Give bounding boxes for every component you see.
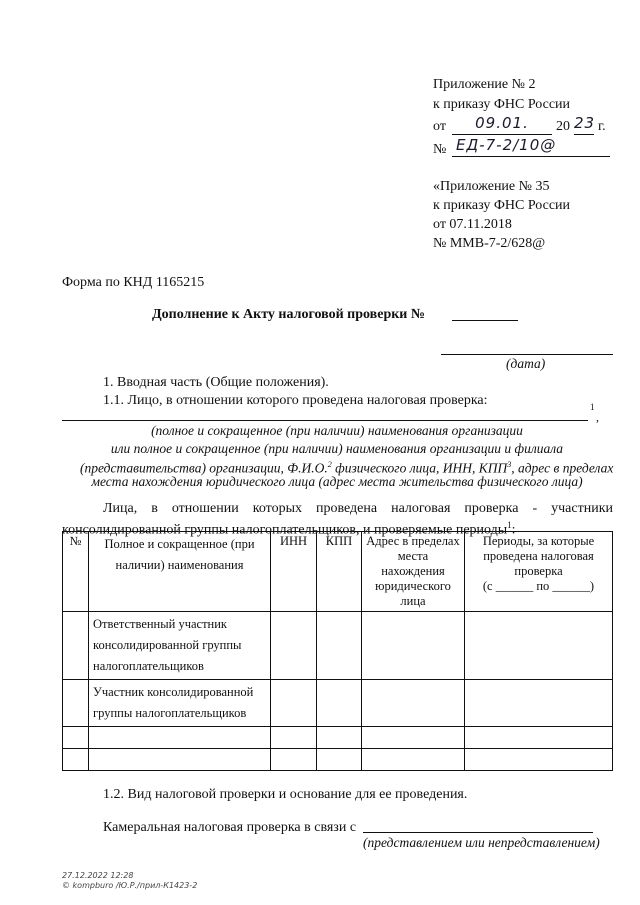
table-cell-name [89,727,271,749]
footer-path: © kompburo /Ю.Р./прил-К1423-2 [62,881,198,890]
table-cell-address [362,749,465,771]
appendix-year-handwritten: 23 [574,114,596,132]
caption3-sup3: 3 [507,460,512,469]
form-code: Форма по КНД 1165215 [62,275,205,290]
table-cell-num [63,612,89,680]
caption3-part-c: , адрес в пределах [511,460,614,476]
participants-footnote: 1 [507,520,512,530]
orig-appendix-line4: № ММВ-7-2/628@ [433,236,546,251]
section12-caption: (представлением или непредставлением) [363,835,600,850]
appendix-number-prefix: № [433,142,447,157]
table-row [63,680,613,727]
participants-table [62,531,613,771]
table-row [63,612,613,680]
date-caption: (дата) [506,356,546,371]
appendix-number-handwritten: ЕД-7-2/10@ [456,136,557,154]
section1-heading: 1. Вводная часть (Общие положения). [103,375,329,390]
orig-appendix-line3: от 07.11.2018 [433,217,512,232]
date-field [441,338,613,355]
table-cell-periods [465,612,613,680]
caption3-part-a: (представительства) организации, Ф.И.О. [80,460,328,476]
taxpayer-field [62,404,588,421]
table-cell-name [89,749,271,771]
taxpayer-footnote: 1 [590,402,595,412]
orig-appendix-line2: к приказу ФНС России [433,198,571,213]
table-cell-address [362,612,465,680]
table-row [63,727,613,749]
table-cell-inn [271,612,317,680]
col-header-kpp: КПП [317,532,362,612]
col-header-periods-text: Периоды, за которые проведена налоговая проверка [482,534,595,578]
appendix-year-prefix: 20 [556,119,570,134]
appendix-date-field [452,114,552,135]
page-title: Дополнение к Акту налоговой проверки № [152,307,425,322]
col-header-periods [465,532,613,612]
appendix-year-suffix: г. [598,119,606,134]
table-cell-kpp [317,612,362,680]
table-cell-inn [271,680,317,727]
table-cell-periods [465,749,613,771]
col-header-address: Адрес в пределах места нахождения юридического лица [362,532,465,612]
caption3-part-b: физического лица, ИНН, КПП [331,460,508,476]
appendix-line2: к приказу ФНС России [433,97,571,112]
table-cell-num [63,727,89,749]
table-header-row [63,532,613,612]
orig-appendix-line1: «Приложение № 35 [433,179,550,194]
table-cell-kpp [317,727,362,749]
table-cell-kpp [317,680,362,727]
taxpayer-caption-1: (полное и сокращенное (при наличии) наименования организации [151,423,523,438]
col-header-num: № [63,532,89,612]
taxpayer-caption-2: или полное и сокращенное (при наличии) наименования организации и филиала [110,441,564,456]
table-cell-address [362,727,465,749]
participants-line1: Лица, в отношении которых проведена налоговая проверка - участники [103,501,613,516]
col-header-name: Полное и сокращенное (при наличии) наименования [89,532,271,612]
appendix-year-field [574,114,594,135]
table-cell-num [63,749,89,771]
section12-heading: 1.2. Вид налоговой проверки и основание для ее проведения. [103,787,468,802]
section1-subheading: 1.1. Лицо, в отношении которого проведена налоговая проверка: [103,393,488,408]
caption3-sup2: 2 [327,460,332,469]
col-header-periods-range: (с ______ по ______) [482,579,595,593]
taxpayer-caption-4: места нахождения юридического лица (адрес места жительства физического лица) [91,474,583,489]
table-cell-inn [271,727,317,749]
table-cell-name: Ответственный участник консолидированной группы налогоплательщиков [89,612,271,680]
inspection-basis-field [363,815,593,833]
table-cell-kpp [317,749,362,771]
table-cell-num [63,680,89,727]
table-cell-inn [271,749,317,771]
participants-colon: : [511,522,516,538]
table-cell-periods [465,680,613,727]
table-cell-address [362,680,465,727]
participants-line2-text: консолидированной группы налогоплательщиков, и проверяемые периоды [62,522,508,538]
appendix-number-field [452,136,610,157]
appendix-date-handwritten: 09.01. [475,114,529,132]
table-cell-periods [465,727,613,749]
col-header-inn: ИНН [271,532,317,612]
appendix-line1: Приложение № 2 [433,77,536,92]
section12-line: Камеральная налоговая проверка в связи с [103,820,357,835]
taxpayer-comma: , [596,410,599,424]
act-number-field [452,303,518,321]
appendix-date-prefix: от [433,119,446,134]
footer-timestamp: 27.12.2022 12:28 [62,871,134,880]
table-cell-name: Участник консолидированной группы налогоплательщиков [89,680,271,727]
table-row [63,749,613,771]
